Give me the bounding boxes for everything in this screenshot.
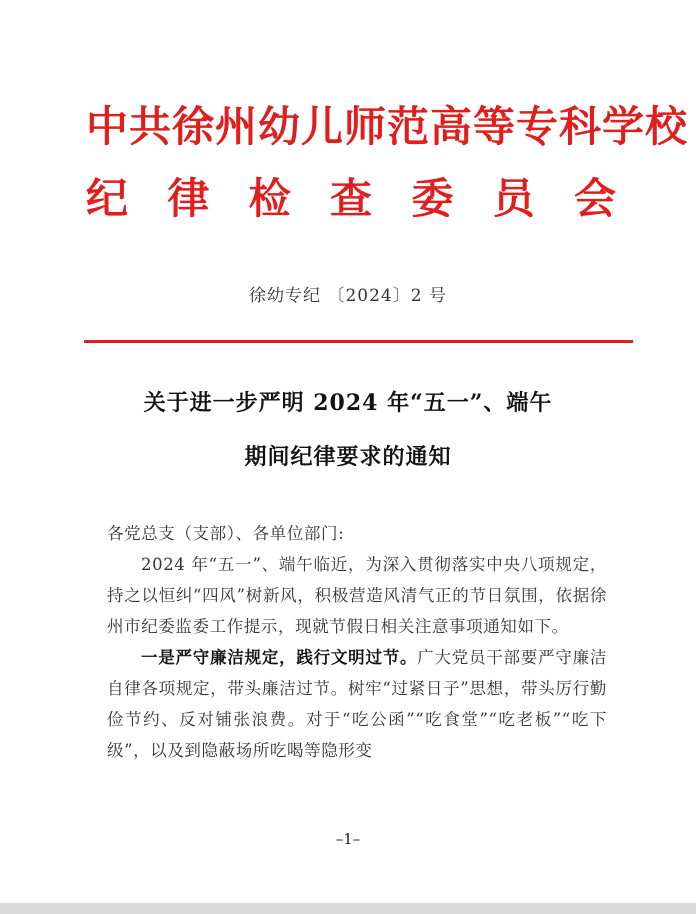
page-bottom-edge: [0, 903, 696, 914]
document-body: [107, 518, 607, 766]
committee-char: 律: [167, 174, 210, 223]
body-paragraph: 2024 年“五一”、端午临近，为深入贯彻落实中央八项规定，持之以恒纠“四风”树新风，积极营造风清气正的节日氛围，依据徐州市纪委监委工作提示，现就节假日相关注意事项通知如下。: [107, 555, 607, 636]
page-number: –1–: [335, 830, 361, 848]
section-heading: 一是严守廉洁规定，践行文明过节。: [141, 648, 418, 667]
body-paragraph: [107, 642, 607, 766]
red-header-divider: [84, 340, 633, 343]
issuing-organization-name: 中共徐州幼儿师范高等专科学校: [86, 102, 689, 151]
committee-char: 员: [492, 174, 535, 223]
committee-char: 纪: [86, 174, 129, 223]
document-number: 徐幼专纪 〔2024〕2 号: [249, 286, 447, 306]
committee-char: 检: [248, 174, 291, 223]
document-title-line1: 关于进一步严明 2024 年“五一”、端午: [143, 390, 553, 416]
committee-char: 查: [329, 174, 372, 223]
committee-char: 委: [411, 174, 454, 223]
salutation: 各党总支（支部）、各单位部门:: [107, 524, 345, 543]
section-text: 广大党员干部要严守廉洁自律各项规定，带头廉洁过节。树牢“过紧日子”思想，带头厉行勤俭节约、反对铺张浪费。对于“吃公函”“吃食堂”“吃老板”“吃下级”，以及到隐蔽场所吃喝等隐形变: [107, 648, 607, 760]
document-title-line2: 期间纪律要求的通知: [244, 444, 452, 470]
committee-char: 会: [573, 174, 616, 223]
issuing-committee-name: [86, 172, 616, 226]
